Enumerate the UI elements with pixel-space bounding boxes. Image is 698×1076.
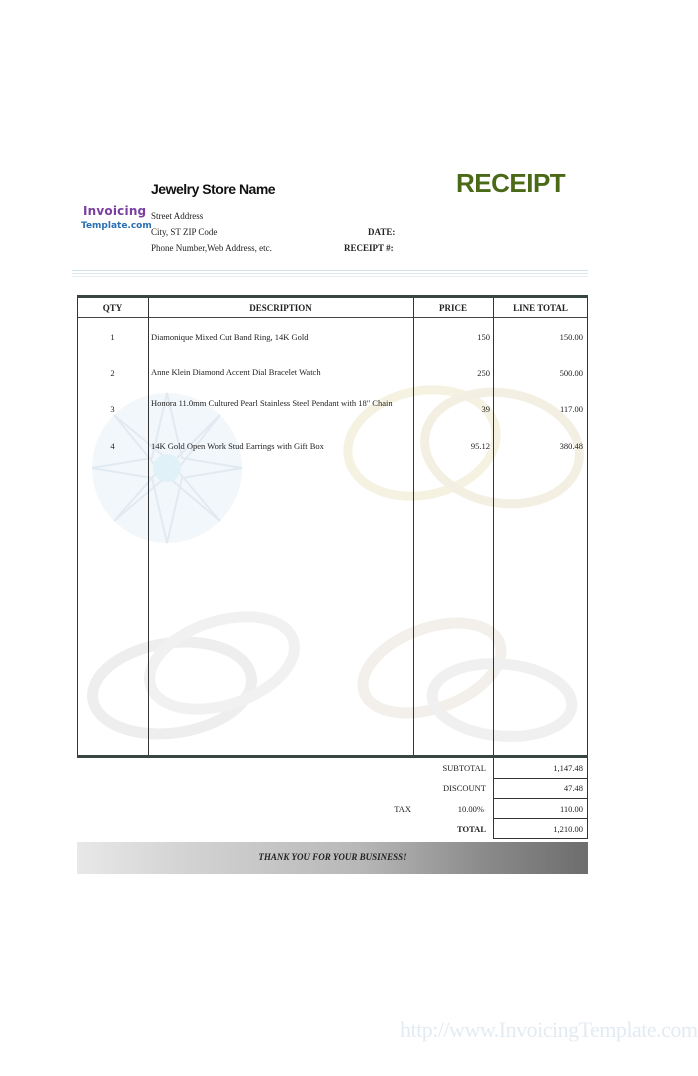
subtotal-value: 1,147.48 xyxy=(553,763,583,773)
table-top-border xyxy=(77,295,588,298)
silver-rings-art xyxy=(87,600,307,744)
tax-value: 110.00 xyxy=(559,804,583,814)
item-qty: 1 xyxy=(110,332,115,342)
totals-row-line xyxy=(493,778,588,779)
column-header-qty: QTY xyxy=(102,303,123,313)
column-header-description: DESCRIPTION xyxy=(249,303,312,313)
tax-rate: 10.00% xyxy=(457,804,484,814)
total-value: 1,210.00 xyxy=(553,824,583,834)
subtotal-label: SUBTOTAL xyxy=(442,763,486,773)
table-border-right xyxy=(587,298,588,755)
item-line-total: 117.00 xyxy=(559,404,583,414)
item-description: 14K Gold Open Work Stud Earrings with Gift Box xyxy=(151,441,324,451)
logo-invoicing-text: Invoicing xyxy=(83,204,147,218)
column-header-price: PRICE xyxy=(438,303,467,313)
receipt-title: RECEIPT xyxy=(456,168,566,198)
diamond-flower-art xyxy=(92,393,242,543)
item-qty: 4 xyxy=(110,441,115,451)
totals-row-line xyxy=(493,818,588,819)
totals-row-line xyxy=(493,838,588,839)
jewelry-background-art xyxy=(77,318,588,755)
item-qty: 2 xyxy=(110,368,115,378)
watermark-url: http://www.InvoicingTemplate.com xyxy=(400,1017,698,1042)
thank-you-message: THANK YOU FOR YOUR BUSINESS! xyxy=(258,852,407,862)
item-description: Diamonique Mixed Cut Band Ring, 14K Gold xyxy=(151,332,309,342)
tax-label: TAX xyxy=(394,804,411,814)
item-line-total: 500.00 xyxy=(559,368,583,378)
discount-label: DISCOUNT xyxy=(443,783,486,793)
logo-template-text: Template.com xyxy=(81,221,152,231)
item-line-total: 380.48 xyxy=(559,441,583,451)
column-divider xyxy=(148,298,149,755)
store-name: Jewelry Store Name xyxy=(151,181,276,197)
item-description: Anne Klein Diamond Accent Dial Bracelet Watch xyxy=(151,367,321,377)
item-qty: 3 xyxy=(110,404,115,414)
store-city: City, ST ZIP Code xyxy=(151,227,218,237)
item-description: Honora 11.0mm Cultured Pearl Stainless Steel Pendant with 18" Chain xyxy=(151,398,393,408)
store-contact: Phone Number,Web Address, etc. xyxy=(151,243,272,253)
item-price: 250 xyxy=(477,368,490,378)
item-price: 150 xyxy=(477,332,490,342)
header-divider xyxy=(72,270,588,271)
date-label: DATE: xyxy=(368,227,396,237)
totals-row-line xyxy=(493,798,588,799)
item-price: 95.12 xyxy=(470,441,490,451)
item-line-total: 150.00 xyxy=(559,332,583,342)
header-divider-3 xyxy=(72,276,588,277)
column-header-line-total: LINE TOTAL xyxy=(513,303,568,313)
discount-value: 47.48 xyxy=(563,783,583,793)
item-price: 39 xyxy=(481,404,490,414)
table-bottom-border xyxy=(77,755,588,758)
header-divider-2 xyxy=(72,273,588,274)
total-label: TOTAL xyxy=(457,824,486,834)
two-tone-rings-art xyxy=(351,606,575,742)
store-street: Street Address xyxy=(151,211,204,221)
receipt-number-label: RECEIPT #: xyxy=(344,243,394,253)
